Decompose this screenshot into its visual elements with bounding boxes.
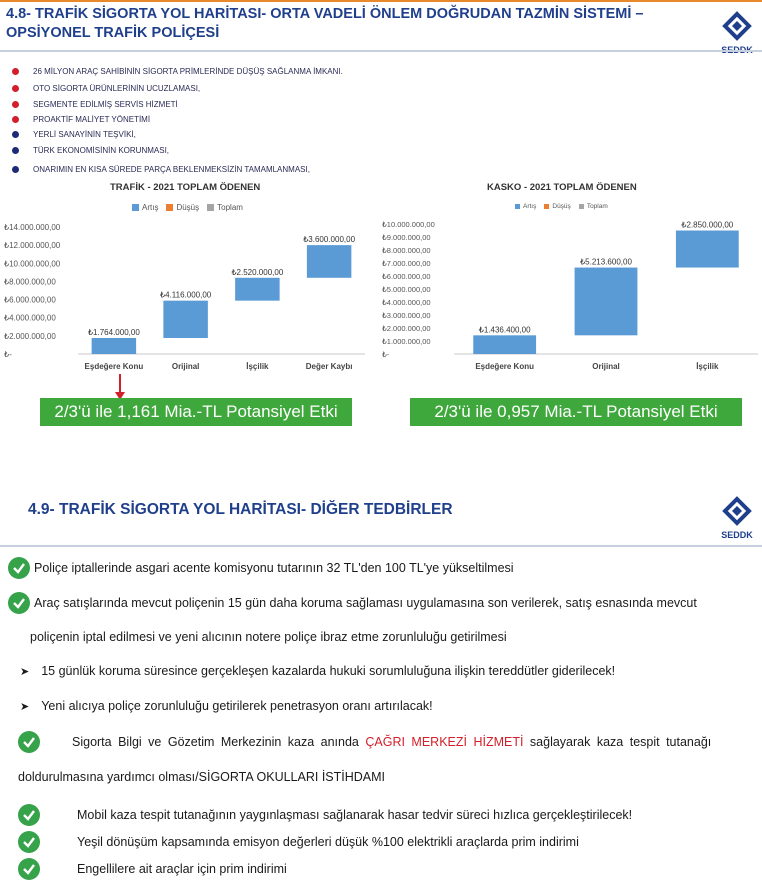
- bullet-dot-icon: [12, 101, 19, 108]
- seddk-logo: [716, 6, 758, 55]
- call-center-highlight: ÇAĞRI MERKEZİ HİZMETİ: [365, 735, 524, 749]
- bullet-item: [12, 100, 178, 109]
- y-tick-label: ₺6.000.000,00: [4, 295, 56, 305]
- y-tick-label: ₺-: [382, 350, 390, 359]
- legend-item: [544, 203, 570, 210]
- y-tick-label: ₺2.000.000,00: [4, 331, 56, 341]
- category-label: Eşdeğere Konu: [475, 362, 535, 371]
- y-tick-label: ₺1.000.000,00: [382, 337, 431, 346]
- waterfall-bar: [235, 278, 279, 301]
- data-label: ₺1.764.000,00: [87, 327, 140, 337]
- chart-title-trafik: TRAFİK - 2021 TOPLAM ÖDENEN: [110, 182, 261, 193]
- bullet-dot-icon: [12, 147, 19, 154]
- list-item: [8, 592, 697, 614]
- item-text-part: Sigorta Bilgi ve Gözetim Merkezinin kaza anında: [72, 735, 366, 749]
- item-text: Yeşil dönüşüm kapsamında emisyon değerleri düşük %100 elektrikli araçlarda prim indirimi: [77, 835, 579, 849]
- check-icon: [18, 731, 40, 753]
- bullet-item: [12, 67, 343, 76]
- y-tick-label: ₺5.000.000,00: [382, 285, 431, 294]
- list-item: [18, 831, 579, 853]
- bullet-dot-icon: [12, 85, 19, 92]
- y-tick-label: ₺3.000.000,00: [382, 311, 431, 320]
- y-tick-label: ₺10.000.000,00: [4, 259, 61, 269]
- bullet-dot-icon: [12, 68, 19, 75]
- check-icon: [18, 858, 40, 880]
- legend-item: [207, 203, 243, 212]
- item-text: Araç satışlarında mevcut poliçenin 15 gün daha koruma sağlaması uygulamasına son verilerek, satış esnasında mevcut: [34, 596, 697, 610]
- title-divider: [0, 50, 762, 52]
- item-text-part: sağlayarak kaza tespit tutanağı: [523, 735, 712, 749]
- category-label: Değer Kaybı: [305, 362, 353, 371]
- waterfall-bar: [92, 338, 136, 354]
- legend-item: [166, 203, 199, 212]
- item-text: Poliçe iptallerinde asgari acente komisyonu tutarının 32 TL'den 100 TL'ye yükseltilmesi: [34, 561, 514, 575]
- bullet-item: [12, 115, 150, 124]
- legend-swatch-icon: [515, 204, 520, 209]
- legend-swatch-icon: [544, 204, 549, 209]
- data-label: ₺2.520.000,00: [231, 267, 284, 277]
- y-tick-label: ₺7.000.000,00: [382, 259, 431, 268]
- legend-item: [515, 203, 536, 210]
- bullet-item: [12, 130, 136, 139]
- list-item: [18, 731, 711, 753]
- legend-label: Toplam: [586, 203, 608, 210]
- legend-swatch-icon: [132, 204, 139, 211]
- y-tick-label: ₺8.000.000,00: [4, 277, 56, 287]
- legend-label: Artış: [523, 203, 537, 210]
- list-item: [18, 804, 632, 826]
- legend-label: Düşüş: [176, 203, 200, 212]
- chart-legend-kasko: [515, 203, 608, 210]
- waterfall-bar: [473, 335, 536, 354]
- waterfall-bar: [676, 231, 739, 268]
- legend-swatch-icon: [207, 204, 214, 211]
- waterfall-bar: [307, 245, 351, 278]
- legend-label: Düşüş: [552, 203, 571, 210]
- bullet-text: OTO SİGORTA ÜRÜNLERİNİN UCUZLAMASI,: [33, 84, 201, 93]
- y-tick-label: ₺8.000.000,00: [382, 246, 431, 255]
- data-label: ₺4.116.000,00: [160, 290, 212, 300]
- y-tick-label: ₺4.000.000,00: [382, 298, 431, 307]
- slide2-divider: [0, 545, 762, 547]
- bullet-item: [12, 165, 310, 174]
- list-item: [8, 557, 514, 579]
- bullet-text: ONARIMIN EN KISA SÜREDE PARÇA BEKLENMEKSİZİN TAMAMLANMASI,: [33, 165, 310, 174]
- data-label: ₺2.850.000,00: [681, 220, 734, 230]
- arrow-bullet-icon: ➤: [20, 700, 30, 713]
- waterfall-bar: [163, 301, 207, 338]
- seddk-logo-icon: [716, 6, 758, 48]
- item-text: [72, 735, 711, 749]
- bullet-dot-icon: [12, 131, 19, 138]
- bullet-text: PROAKTİF MALİYET YÖNETİMİ: [33, 115, 151, 124]
- list-item: [18, 858, 287, 880]
- slide-title: 4.8- TRAFİK SİGORTA YOL HARİTASI- ORTA VADELİ ÖNLEM DOĞRUDAN TAZMİN SİSTEMİ – OPSİYONEL TRAFİK POLİÇESİ: [6, 6, 644, 41]
- item-text: Engellilere ait araçlar için prim indirimi: [77, 862, 287, 876]
- bullet-text: YERLİ SANAYİNİN TEŞVİKİ,: [33, 130, 136, 139]
- check-icon: [8, 557, 30, 579]
- list-item: [20, 664, 615, 678]
- category-label: Orijinal: [171, 362, 200, 371]
- y-tick-label: ₺6.000.000,00: [382, 272, 431, 281]
- bullet-text: 26 MİLYON ARAÇ SAHİBİNİN SİGORTA PRİMLERİNDE DÜŞÜŞ SAĞLANMA İMKANI.: [33, 67, 343, 76]
- data-label: ₺5.213.600,00: [580, 257, 632, 267]
- potential-impact-kasko: 2/3'ü ile 0,957 Mia.-TL Potansiyel Etki: [410, 398, 742, 426]
- slide2-title: 4.9- TRAFİK SİGORTA YOL HARİTASI- DİĞER TEDBİRLER: [28, 501, 453, 518]
- waterfall-bar: [575, 268, 638, 336]
- seddk-logo-icon: [716, 491, 758, 533]
- item-text: Mobil kaza tespit tutanağının yaygınlaşması sağlanarak hasar tedvir süreci hızlıca gerçekleştirilecek!: [77, 808, 633, 822]
- check-icon: [8, 592, 30, 614]
- legend-label: Artış: [142, 203, 159, 212]
- legend-item: [579, 203, 608, 210]
- item-text: 15 günlük koruma süresince gerçekleşen kazalarda hukuki sorumluluğuna ilişkin tereddütler giderilecek!: [41, 664, 616, 678]
- bullet-dot-icon: [12, 116, 19, 123]
- red-arrow-icon: [115, 374, 125, 400]
- category-label: İşçilik: [246, 362, 269, 371]
- legend-swatch-icon: [579, 204, 584, 209]
- list-item: [20, 699, 433, 713]
- y-tick-label: ₺-: [4, 350, 12, 359]
- check-icon: [18, 831, 40, 853]
- y-tick-label: ₺9.000.000,00: [382, 233, 431, 242]
- chart-legend-trafik: [132, 203, 243, 212]
- y-tick-label: ₺12.000.000,00: [4, 241, 61, 251]
- legend-label: Toplam: [217, 203, 243, 212]
- bullet-item: [12, 84, 200, 93]
- category-label: İşçilik: [696, 362, 719, 371]
- potential-impact-trafik: 2/3'ü ile 1,161 Mia.-TL Potansiyel Etki: [40, 398, 352, 426]
- bullet-text: SEGMENTE EDİLMİŞ SERVİS HİZMETİ: [33, 100, 178, 109]
- y-tick-label: ₺10.000.000,00: [382, 220, 435, 229]
- category-label: Eşdeğere Konu: [84, 362, 144, 371]
- logo-text: SEDDK: [721, 530, 753, 540]
- y-tick-label: ₺2.000.000,00: [382, 324, 431, 333]
- legend-swatch-icon: [166, 204, 173, 211]
- chart-title-kasko: KASKO - 2021 TOPLAM ÖDENEN: [487, 182, 637, 193]
- bullet-dot-icon: [12, 166, 19, 173]
- data-label: ₺3.600.000,00: [303, 235, 356, 245]
- category-label: Orijinal: [592, 362, 620, 371]
- seddk-logo-2: [716, 491, 758, 540]
- item-text-continued: doldurulmasına yardımcı olması/SİGORTA OKULLARI İSTİHDAMI: [18, 770, 386, 784]
- data-label: ₺1.436.400,00: [478, 325, 531, 335]
- arrow-bullet-icon: ➤: [20, 665, 30, 678]
- check-icon: [18, 804, 40, 826]
- item-text-continued: poliçenin iptal edilmesi ve yeni alıcının notere poliçe ibraz etme zorunluluğu getirilmesi: [30, 630, 507, 644]
- bullet-item: [12, 146, 169, 155]
- chart-trafik: [0, 215, 370, 380]
- y-tick-label: ₺14.000.000,00: [4, 223, 61, 232]
- item-text: Yeni alıcıya poliçe zorunluluğu getirilerek penetrasyon oranı artırılacak!: [41, 699, 433, 713]
- bullet-text: TÜRK EKONOMİSİNİN KORUNMASI,: [33, 146, 170, 155]
- top-accent-line: [0, 0, 762, 2]
- legend-item: [132, 203, 158, 212]
- chart-kasko: [378, 215, 762, 380]
- y-tick-label: ₺4.000.000,00: [4, 313, 56, 323]
